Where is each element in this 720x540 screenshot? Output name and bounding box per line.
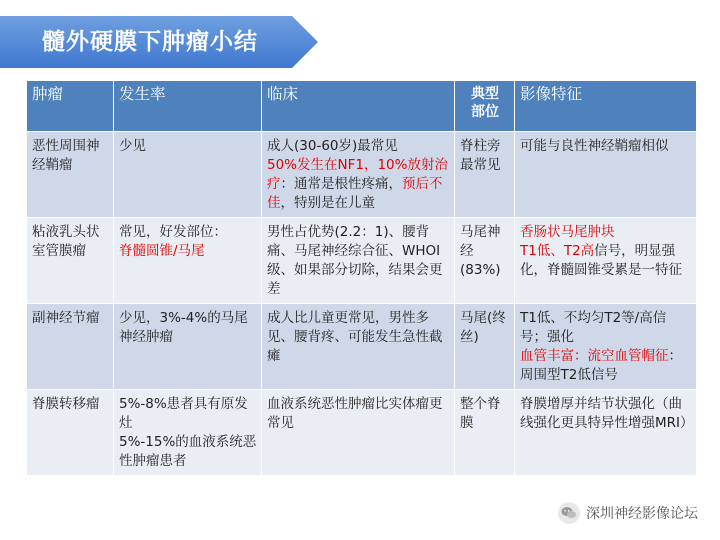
clinical-text: 成人(30-60岁)最常见 (267, 138, 398, 154)
clinical-highlight: 50%发生在NF1，10%放射治疗 (267, 157, 448, 192)
cell-incidence: 少见 (114, 132, 262, 218)
cell-imaging (515, 304, 697, 390)
summary-table (26, 80, 697, 476)
incidence-text: 5%-8%患者具有原发灶 (119, 396, 248, 431)
table-row (27, 390, 697, 476)
imaging-highlight: 香肠状马尾肿块 (520, 224, 615, 240)
site-text: 马尾神经 (460, 224, 501, 259)
table-row (27, 218, 697, 304)
cell-site: 脊柱旁最常见 (455, 132, 515, 218)
cell-site: 整个脊膜 (455, 390, 515, 476)
watermark (558, 502, 698, 524)
cell-clinical: 男性占优势(2.2：1)、腰背痛、马尾神经综合征、WHOI级、如果部分切除，结果会更差 (262, 218, 455, 304)
cell-tumor: 恶性周围神经鞘瘤 (27, 132, 114, 218)
table-row (27, 304, 697, 390)
cell-tumor: 粘液乳头状室管膜瘤 (27, 218, 114, 304)
page-title: 髓外硬膜下肿瘤小结 (42, 29, 258, 55)
cell-incidence (114, 218, 262, 304)
cell-imaging: 脊膜增厚并结节状强化（曲线强化更具特异性增强MRI） (515, 390, 697, 476)
cell-clinical (262, 132, 455, 218)
site-percent: (83%) (460, 262, 501, 278)
clinical-highlight: 预后不佳 (267, 176, 443, 211)
header-incidence: 发生率 (114, 81, 262, 132)
cell-imaging (515, 218, 697, 304)
imaging-text: 信号，明显强化，脊髓圆锥受累是一特征 (520, 243, 682, 278)
header-tumor: 肿瘤 (27, 81, 114, 132)
cell-incidence: 少见，3%-4%的马尾神经肿瘤 (114, 304, 262, 390)
incidence-text: 5%-15%的血液系统恶性肿瘤患者 (119, 434, 257, 469)
clinical-text: ：通常是根性疼痛， (280, 176, 402, 192)
cell-tumor: 副神经节瘤 (27, 304, 114, 390)
imaging-highlight: 血管丰富：流空血管帽征 (520, 348, 669, 364)
table-header-row (27, 81, 697, 132)
imaging-highlight: T1低、T2高 (520, 243, 595, 259)
incidence-highlight: 脊髓圆锥/马尾 (119, 243, 205, 259)
cell-clinical: 成人比儿童更常见，男性多见、腰背疼、可能发生急性截瘫 (262, 304, 455, 390)
cell-clinical: 血液系统恶性肿瘤比实体瘤更常见 (262, 390, 455, 476)
table-row (27, 132, 697, 218)
cell-site: 马尾(终丝) (455, 304, 515, 390)
cell-imaging: 可能与良性神经鞘瘤相似 (515, 132, 697, 218)
wechat-icon (558, 502, 580, 524)
imaging-text: T1低、不均匀T2等/高信号；强化 (520, 310, 667, 345)
clinical-text: ，特别是在儿童 (280, 195, 375, 211)
cell-incidence (114, 390, 262, 476)
header-typical-site: 典型 部位 (455, 81, 515, 132)
header-clinical: 临床 (262, 81, 455, 132)
cell-tumor: 脊膜转移瘤 (27, 390, 114, 476)
watermark-text: 深圳神经影像论坛 (586, 506, 698, 522)
imaging-text: ：周围型T2低信号 (520, 348, 682, 383)
cell-site (455, 218, 515, 304)
incidence-text: 常见，好发部位： (119, 224, 227, 240)
header-imaging: 影像特征 (515, 81, 697, 132)
